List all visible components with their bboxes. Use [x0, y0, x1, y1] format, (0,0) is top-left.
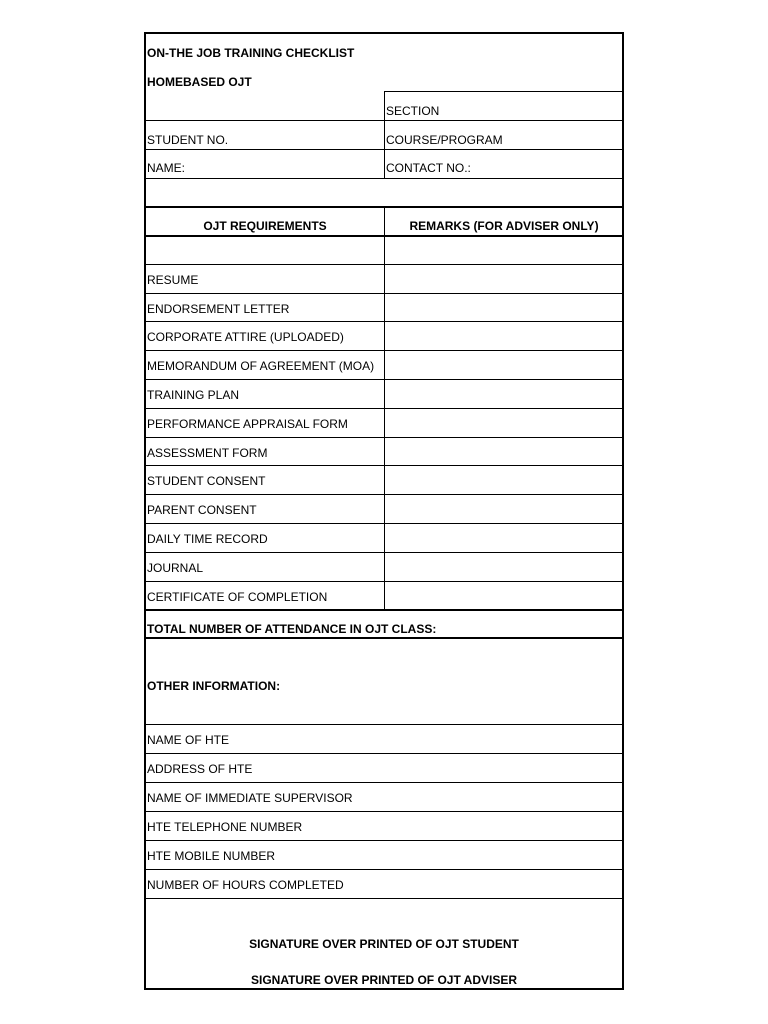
other-information-label: OTHER INFORMATION: — [147, 679, 281, 693]
section-label: SECTION — [386, 104, 440, 118]
rule — [146, 782, 622, 783]
other-info-field: NUMBER OF HOURS COMPLETED — [147, 878, 344, 892]
requirement-item: ENDORSEMENT LETTER — [147, 301, 290, 316]
remarks-cell[interactable] — [385, 495, 621, 522]
remarks-cell[interactable] — [385, 582, 621, 609]
remarks-cell[interactable] — [385, 466, 621, 493]
requirement-item: CORPORATE ATTIRE (UPLOADED) — [147, 330, 344, 345]
requirement-item: DAILY TIME RECORD — [147, 532, 268, 546]
rule — [146, 811, 622, 812]
rule — [146, 120, 622, 121]
requirement-item: RESUME — [147, 272, 199, 287]
remarks-cell[interactable] — [385, 294, 621, 321]
attendance-label: TOTAL NUMBER OF ATTENDANCE IN OJT CLASS: — [147, 622, 437, 636]
course-program-label: COURSE/PROGRAM — [386, 133, 503, 147]
other-info-field: HTE TELEPHONE NUMBER — [147, 820, 303, 834]
other-info-field: NAME OF HTE — [147, 733, 230, 747]
remarks-cell[interactable] — [385, 322, 621, 349]
remarks-cell[interactable] — [385, 438, 621, 465]
requirement-item: MEMORANDUM OF AGREEMENT (MOA) — [147, 359, 375, 374]
requirement-item: ASSESSMENT FORM — [147, 445, 268, 460]
remarks-cell[interactable] — [385, 351, 621, 378]
student-no-label: STUDENT NO. — [147, 133, 229, 147]
remarks-cell[interactable] — [385, 265, 621, 292]
adviser-signature-line: SIGNATURE OVER PRINTED OF OJT ADVISER — [250, 973, 518, 987]
student-signature-line: SIGNATURE OVER PRINTED OF OJT STUDENT — [249, 937, 519, 951]
other-info-field: HTE MOBILE NUMBER — [147, 849, 276, 863]
rule — [146, 178, 622, 179]
section-top-rule — [384, 91, 624, 92]
requirement-item: STUDENT CONSENT — [147, 474, 266, 489]
remarks-cell[interactable] — [385, 409, 621, 436]
remarks-cell[interactable] — [385, 524, 621, 551]
remarks-cell[interactable] — [385, 380, 621, 407]
rule — [146, 869, 622, 870]
requirement-item: TRAINING PLAN — [147, 388, 240, 402]
requirement-item: CERTIFICATE OF COMPLETION — [147, 589, 328, 604]
rule — [146, 609, 622, 611]
requirement-item: JOURNAL — [147, 560, 204, 575]
requirement-item: PERFORMANCE APPRAISAL FORM — [147, 416, 348, 431]
form-title: ON-THE JOB TRAINING CHECKLIST — [147, 46, 355, 60]
rule — [146, 840, 622, 841]
requirements-column-header: OJT REQUIREMENTS — [203, 219, 327, 233]
rule — [146, 637, 622, 639]
rule — [146, 149, 622, 150]
remarks-column-header: REMARKS (FOR ADVISER ONLY) — [409, 219, 599, 233]
name-label: NAME: — [147, 161, 186, 175]
rule — [146, 753, 622, 754]
ojt-checklist-form — [144, 32, 624, 990]
rule — [146, 898, 622, 899]
contact-no-label: CONTACT NO.: — [386, 161, 471, 175]
remarks-cell[interactable] — [385, 553, 621, 580]
form-subtitle: HOMEBASED OJT — [147, 75, 252, 89]
requirement-item: PARENT CONSENT — [147, 503, 257, 518]
other-info-field: ADDRESS OF HTE — [147, 762, 253, 776]
table-column-divider — [384, 206, 385, 609]
rule — [146, 724, 622, 725]
other-info-field: NAME OF IMMEDIATE SUPERVISOR — [147, 791, 353, 805]
